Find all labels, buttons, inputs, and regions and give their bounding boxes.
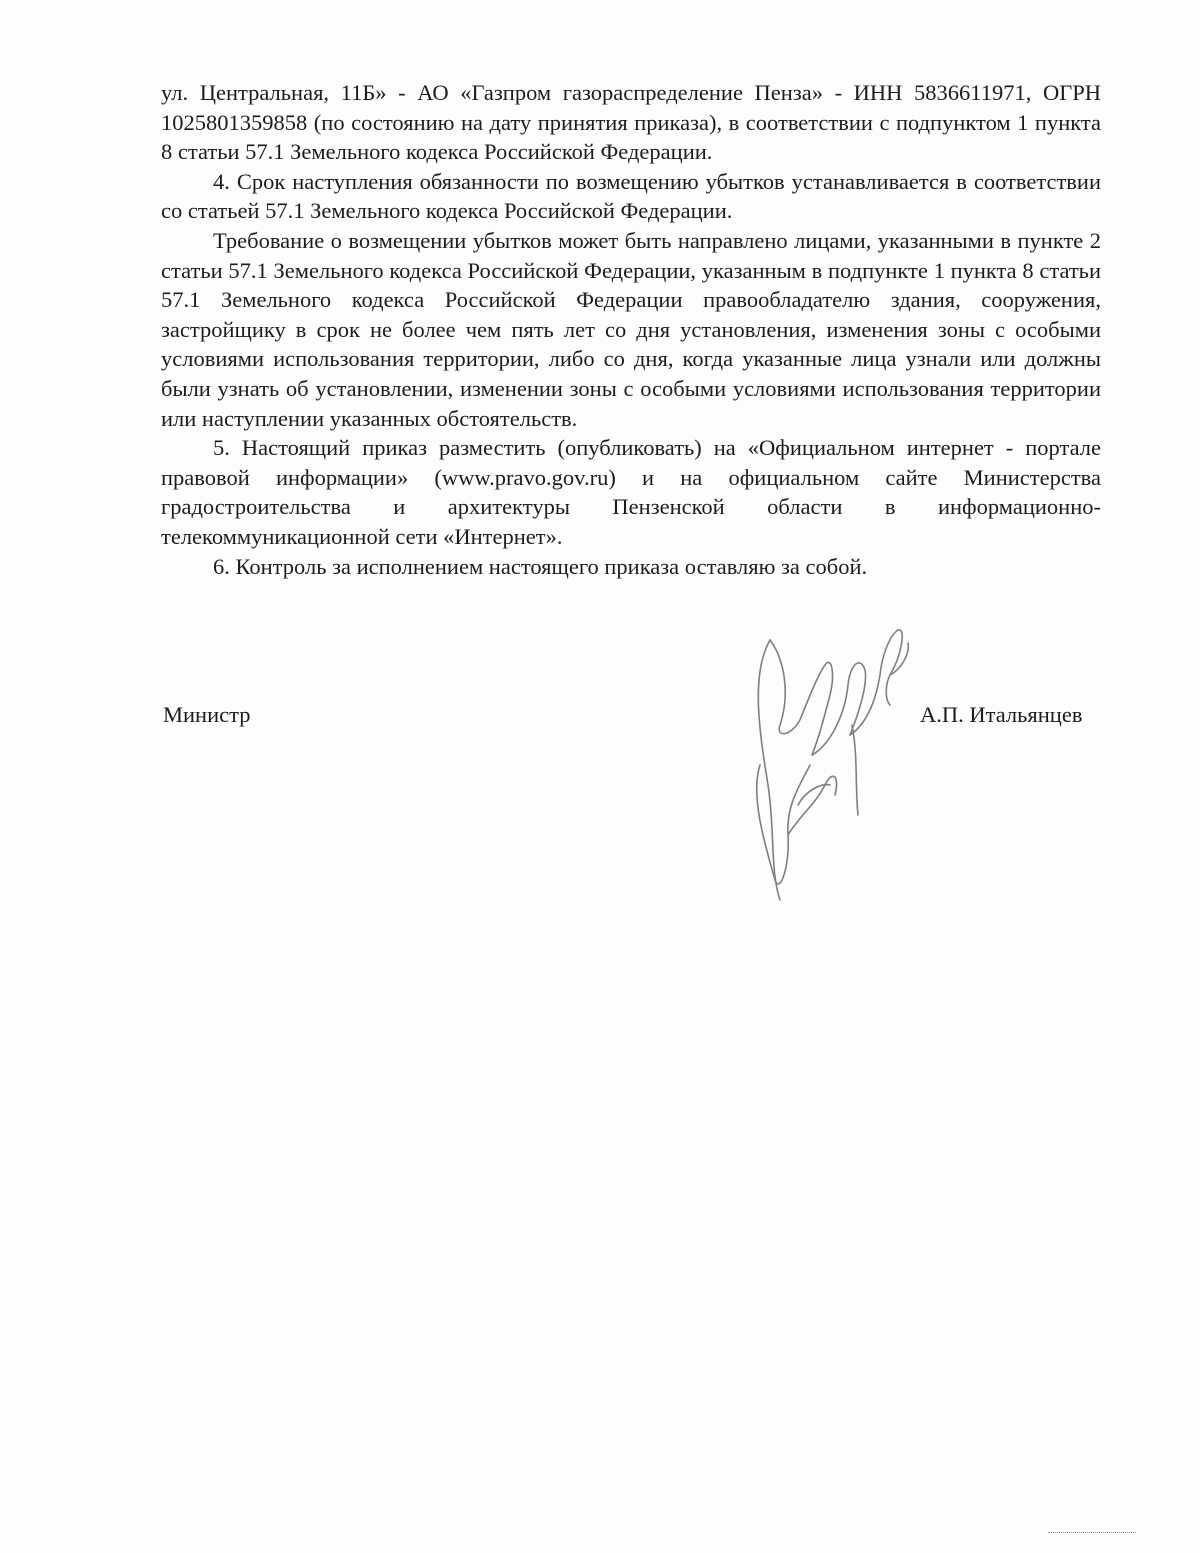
paragraph-claim-requirement: Требование о возмещении убытков может быть направлено лицами, указанными в пункте 2 статьи 57.1 Земельного кодекса Российской Федерации, указанным в подпункте 1 пункта 8 статьи 57.1 Земельного кодекса Российской Федерации правообладателю здания, сооружения, застройщику в срок не более чем пять лет со дня установления, изменения зоны с особыми условиями использования территории, либо со дня, когда указанные лица узнали или должны были узнать об установлении, изменении зоны с особыми условиями использования территории или наступлении указанных обстоятельств. bbox=[161, 227, 1101, 431]
signatory-title: Министр bbox=[163, 702, 251, 727]
paragraph-item-5: 5. Настоящий приказ разместить (опубликовать) на «Официальном интернет - портале правовой информации» (www.pravo.gov.ru) и на официальном сайте Министерства градостроительства и архитектуры Пензенской области в информационно-телекоммуникационной сети «Интернет». bbox=[161, 435, 1101, 549]
document-body bbox=[161, 78, 1101, 581]
signatory-name: А.П. Итальянцев bbox=[920, 702, 1083, 727]
paragraph-item-4: 4. Срок наступления обязанности по возмещению убытков устанавливается в соответствии со статьей 57.1 Земельного кодекса Российской Федерации. bbox=[161, 168, 1101, 224]
paragraph-continuation: ул. Центральная, 11Б» - АО «Газпром газораспределение Пенза» - ИНН 5836611971, ОГРН 1025801359858 (по состоянию на дату принятия приказа), в соответствии с подпунктом 1 пункта 8 статьи 57.1 Земельного кодекса Российской Федерации. bbox=[161, 80, 1101, 165]
handwritten-signature bbox=[740, 615, 920, 915]
paragraph-item-6: 6. Контроль за исполнением настоящего приказа оставляю за собой. bbox=[213, 553, 868, 579]
footer-dotted-line bbox=[1048, 1528, 1136, 1533]
